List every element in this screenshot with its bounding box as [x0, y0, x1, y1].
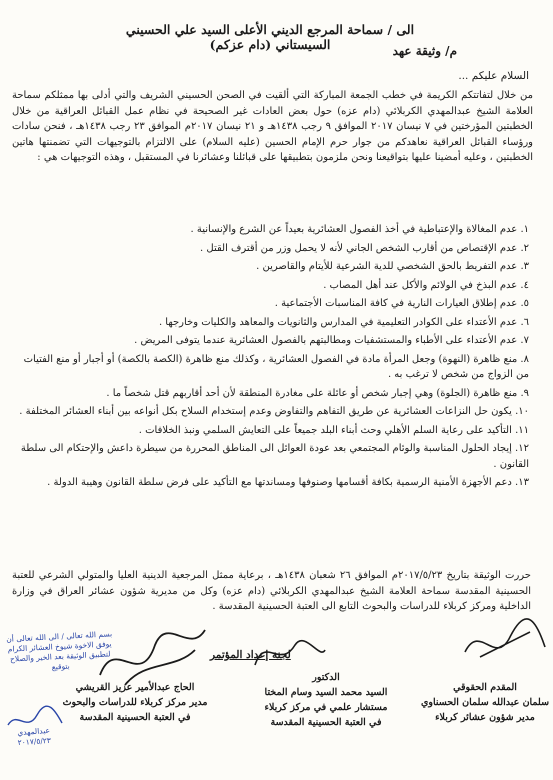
signatory-name: السيد محمد السيد وسام المختا [264, 687, 388, 698]
signatory-position: مدير شؤون عشائر كربلاء [435, 712, 535, 723]
directive-item: ١. عدم المغالاة والإعتباطية في أخذ الفصول العشائرية بعيداً عن الشرع والإنسانية . [190, 224, 529, 235]
date-stamp: عبدالمهدي ٢٠١٧/٥/٢٣ [17, 725, 52, 748]
signature-scribble [250, 630, 330, 675]
directive-item: ١٠. يكون حل النزاعات العشائرية عن طريق التفاهم والتفاوض وعدم إستخدام السلاح بكل أنواعه بين أبناء العشائر المختلفة . [19, 406, 529, 417]
greeting: السلام عليكم ... [458, 70, 529, 82]
directive-item: ٣. عدم التفريط بالحق الشخصي للدية الشرعية للأيتام والقاصرين . [256, 261, 529, 272]
signatory-organization: في العتبة الحسينية المقدسة [270, 717, 382, 728]
intro-paragraph: من خلال لتفاتتكم الكريمة في خطب الجمعة المباركة التي ألقيت في الصحن الحسيني الشريف والتي أدلى بها ممثلكم سماحة العلامة الشيخ عبدالمهدي الكربلائي (دام عزه) حول بعض العادات غير الصحيحة في نظام عمل القبائل العراقية من خلال الخطبتين المؤرختين في ٧ نيسان ٢٠١٧ الموافق ٩ رجب ١٤٣٨هـ و ٢١ نيسان ٢٠١٧م الموافق ٢٣ رجب ١٤٣٨هـ ، فنحن سادات ورؤساء القبائل العراقية نعاهدكم من جوار حرم الإمام الحسين (عليه السلام) على الالتزام بالتوجيهات التي تضمنتها هاتين الخطبتين ، وعليه أمضينا عليها بتواقيعنا ونحن ملزمون بتطبيقها على قبائلنا وعشائرنا في المستقبل ، وهذه التوجيهات هي : [12, 90, 533, 163]
directive-item: ٧. عدم الأعتداء على الأطباء والمستشفيات ومطالبتهم بالفصول العشائرية عندما يتوفى المريض . [134, 335, 529, 346]
directive-item: ١٣. دعم الأجهزة الأمنية الرسمية بكافة أقسامها وصنوفها ومساندتها مع التأكيد على فرض سلطة القانون وهيبة الدولة . [47, 477, 529, 488]
directive-item: ٢. عدم الإقتصاص من أقارب الشخص الجاني لأنه لا يحمل وزر من أقترف القتل . [200, 242, 529, 254]
signatory-block [420, 680, 550, 725]
signatory-organization: في العتبة الحسينية المقدسة [79, 712, 191, 723]
handwritten-note: بسم الله تعالى / الى الله تعالى أن يوفق الاخوة شيوخ العشائر الكرام لتطبيق الوثيقة بعد الخير والصلاح بتوقيع [6, 629, 113, 672]
directive-item: ٤. عدم البذخ في الولائم والأكل عند أهل المصاب . [323, 279, 529, 291]
directive-item: ٦. عدم الأعتداء على الكوادر التعليمية في المدارس والثانويات والمعاهد والكليات وخارجها . [158, 316, 529, 328]
signatory-block [45, 680, 225, 725]
committee-title: لجنة إعداد المؤتمر [210, 649, 291, 661]
signature-scribble [460, 612, 550, 672]
signatory-name: سلمان عبدالله سلمان الحسناوي [420, 697, 550, 708]
signatory-title: الدكتور [312, 672, 340, 683]
directive-item: ٥. عدم إطلاق العيارات النارية في كافة المناسبات الأجتماعية . [274, 298, 529, 309]
directive-item: ١٢. إيجاد الحلول المناسبة والوئام المجتمعي بعد عودة العوائل الى المناطق المحررة من سيطرة داعش والإحتكام الى سلطة القانون . [20, 443, 529, 470]
directive-item: ١١. التأكيد على رعاية السلم الأهلي وحث أبناء البلد جميعاً على التعايش السلمي ونبذ الخلافات . [138, 424, 529, 436]
signatory-title: المقدم الحقوقي [453, 682, 517, 693]
signatory-position: مدير مركز كربلاء للدراسات والبحوث [62, 697, 208, 708]
signatory-position: مستشار علمي في مركز كربلاء [264, 702, 388, 713]
signatory-name: الحاج عبدالأمير عزيز القريشي [75, 682, 195, 693]
directives-list [14, 222, 529, 494]
directive-item: ٩. منع ظاهرة (الجلوة) وهي إجبار شخص أو عائلة على مغادرة المنطقة لأن أحد أقاربهم قتل شخصاً ما . [106, 387, 529, 399]
addressee-line: الى / سماحة المرجع الديني الأعلى السيد علي الحسيني السيستاني (دام عزكم) [125, 22, 415, 52]
directive-item: ٨. منع ظاهرة (النهوة) وجعل المرأة مادة في الفصول العشائرية ، وكذلك منع ظاهرة (الكصة بالكصة) أو أجبار أو منع الفتيات من الزواج من شخص لا ترغب به . [23, 353, 529, 380]
subject-line: م/ وثيقة عهد [392, 44, 457, 58]
closing-paragraph: حررت الوثيقة بتاريخ ٢٠١٧/٥/٢٣م الموافق ٢٦ شعبان ١٤٣٨هـ ، برعاية ممثل المرجعية الدينية العليا والمتولي الشرعي للعتبة الحسينية المقدسة سماحة العلامة الشيخ عبدالمهدي الكربلائي (دام عزه) وكل من مديرية شؤون عشائر العراق في وزارة الداخلية ومركز كربلاء للدراسات والبحوث التابع الى العتبة الحسينية المقدسة . [12, 570, 531, 612]
signatory-block [236, 670, 416, 730]
